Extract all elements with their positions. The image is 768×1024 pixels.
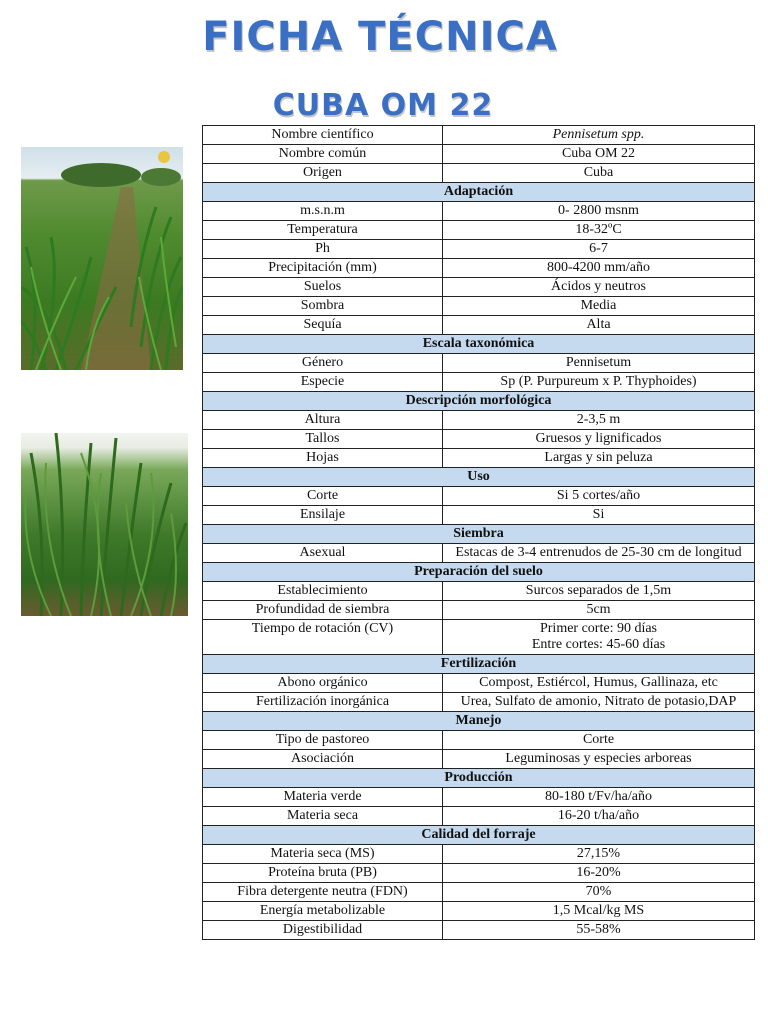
- field-label: Origen: [203, 164, 443, 183]
- field-value: 16-20%: [443, 864, 755, 883]
- field-value: Leguminosas y especies arboreas: [443, 750, 755, 769]
- grass-plant-photo: [21, 433, 188, 616]
- table-row: [203, 297, 755, 316]
- table-row: [203, 544, 755, 563]
- field-value: Compost, Estiércol, Humus, Gallinaza, etc: [443, 674, 755, 693]
- field-value: Cuba: [443, 164, 755, 183]
- section-header-row: [203, 525, 755, 544]
- field-value: Estacas de 3-4 entrenudos de 25-30 cm de longitud: [443, 544, 755, 563]
- table-row: [203, 164, 755, 183]
- section-header: Adaptación: [203, 183, 755, 202]
- table-row: [203, 788, 755, 807]
- section-header-row: [203, 712, 755, 731]
- field-label: Suelos: [203, 278, 443, 297]
- section-header-row: [203, 655, 755, 674]
- table-row: [203, 354, 755, 373]
- field-label: Asociación: [203, 750, 443, 769]
- page-title: FICHA TÉCNICA: [202, 14, 558, 60]
- section-header: Calidad del forraje: [203, 826, 755, 845]
- field-label: Nombre científico: [203, 126, 443, 145]
- table-row: [203, 731, 755, 750]
- section-header-row: [203, 392, 755, 411]
- field-value: Sp (P. Purpureum x P. Thyphoides): [443, 373, 755, 392]
- table-row: [203, 126, 755, 145]
- table-row: [203, 145, 755, 164]
- field-label: Ensilaje: [203, 506, 443, 525]
- table-row: [203, 750, 755, 769]
- field-value: 6-7: [443, 240, 755, 259]
- table-row: [203, 487, 755, 506]
- field-value: Surcos separados de 1,5m: [443, 582, 755, 601]
- table-row: [203, 202, 755, 221]
- field-value: 0- 2800 msnm: [443, 202, 755, 221]
- field-label: Materia seca: [203, 807, 443, 826]
- table-row: [203, 430, 755, 449]
- field-label: Asexual: [203, 544, 443, 563]
- field-value: Urea, Sulfato de amonio, Nitrato de potasio,DAP: [443, 693, 755, 712]
- table-row: [203, 807, 755, 826]
- section-header: Uso: [203, 468, 755, 487]
- table-row: [203, 449, 755, 468]
- table-row: [203, 373, 755, 392]
- field-value: 70%: [443, 883, 755, 902]
- field-value-line: Entre cortes: 45-60 días: [531, 637, 666, 652]
- section-header: Producción: [203, 769, 755, 788]
- field-label: Género: [203, 354, 443, 373]
- table-row: [203, 582, 755, 601]
- field-value: Si 5 cortes/año: [443, 487, 755, 506]
- field-label: Energía metabolizable: [203, 902, 443, 921]
- field-label: Especie: [203, 373, 443, 392]
- table-row: [203, 316, 755, 335]
- section-header: Preparación del suelo: [203, 563, 755, 582]
- table-row: [203, 902, 755, 921]
- field-label: Fibra detergente neutra (FDN): [203, 883, 443, 902]
- field-label: Fertilización inorgánica: [203, 693, 443, 712]
- field-label: Profundidad de siembra: [203, 601, 443, 620]
- field-label: m.s.n.m: [203, 202, 443, 221]
- page-subtitle: CUBA OM 22: [272, 88, 494, 123]
- field-label: Tiempo de rotación (CV): [203, 620, 443, 655]
- table-row: [203, 864, 755, 883]
- field-value-line: Primer corte: 90 días: [539, 621, 658, 636]
- section-header-row: [203, 769, 755, 788]
- field-value: 1,5 Mcal/kg MS: [443, 902, 755, 921]
- field-value: 27,15%: [443, 845, 755, 864]
- field-value: Alta: [443, 316, 755, 335]
- table-row: [203, 620, 755, 655]
- field-label: Altura: [203, 411, 443, 430]
- field-label: Proteína bruta (PB): [203, 864, 443, 883]
- field-label: Precipitación (mm): [203, 259, 443, 278]
- field-value: Largas y sin peluza: [443, 449, 755, 468]
- field-label: Hojas: [203, 449, 443, 468]
- field-value: Cuba OM 22: [443, 145, 755, 164]
- field-value: 80-180 t/Fv/ha/año: [443, 788, 755, 807]
- field-label: Ph: [203, 240, 443, 259]
- table-row: [203, 693, 755, 712]
- field-label: Sequía: [203, 316, 443, 335]
- section-header-row: [203, 183, 755, 202]
- field-label: Abono orgánico: [203, 674, 443, 693]
- field-label: Materia seca (MS): [203, 845, 443, 864]
- table-row: [203, 278, 755, 297]
- section-header: Siembra: [203, 525, 755, 544]
- table-row: [203, 845, 755, 864]
- section-header-row: [203, 826, 755, 845]
- field-value: Si: [443, 506, 755, 525]
- field-value: 18-32ºC: [443, 221, 755, 240]
- section-header-row: [203, 468, 755, 487]
- table-row: [203, 601, 755, 620]
- field-value: [443, 620, 755, 655]
- section-header-row: [203, 335, 755, 354]
- field-label: Materia verde: [203, 788, 443, 807]
- field-label: Establecimiento: [203, 582, 443, 601]
- section-header: Fertilización: [203, 655, 755, 674]
- technical-sheet-table: [202, 125, 755, 940]
- field-label: Tallos: [203, 430, 443, 449]
- field-value: 5cm: [443, 601, 755, 620]
- field-label: Nombre común: [203, 145, 443, 164]
- section-header-row: [203, 563, 755, 582]
- field-value: Corte: [443, 731, 755, 750]
- field-value: 55-58%: [443, 921, 755, 940]
- table-row: [203, 674, 755, 693]
- field-value: 2-3,5 m: [443, 411, 755, 430]
- table-row: [203, 506, 755, 525]
- table-row: [203, 240, 755, 259]
- field-value: Ácidos y neutros: [443, 278, 755, 297]
- section-header: Manejo: [203, 712, 755, 731]
- table-row: [203, 411, 755, 430]
- section-header: Descripción morfológica: [203, 392, 755, 411]
- field-label: Corte: [203, 487, 443, 506]
- field-label: Digestibilidad: [203, 921, 443, 940]
- field-value: Pennisetum: [443, 354, 755, 373]
- table-row: [203, 259, 755, 278]
- field-label: Sombra: [203, 297, 443, 316]
- table-row: [203, 921, 755, 940]
- section-header: Escala taxonómica: [203, 335, 755, 354]
- field-value: Gruesos y lignificados: [443, 430, 755, 449]
- pasture-field-photo: [21, 147, 183, 370]
- field-value: 16-20 t/ha/año: [443, 807, 755, 826]
- field-label: Tipo de pastoreo: [203, 731, 443, 750]
- field-value: Pennisetum spp.: [443, 126, 755, 145]
- table-row: [203, 883, 755, 902]
- field-value: 800-4200 mm/año: [443, 259, 755, 278]
- field-label: Temperatura: [203, 221, 443, 240]
- table-row: [203, 221, 755, 240]
- field-value: Media: [443, 297, 755, 316]
